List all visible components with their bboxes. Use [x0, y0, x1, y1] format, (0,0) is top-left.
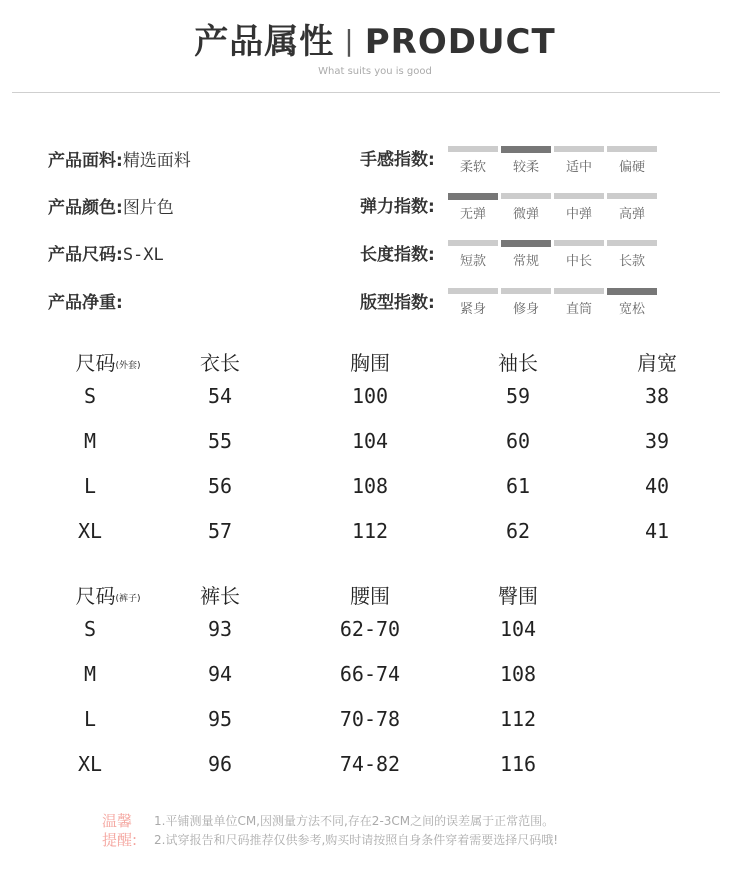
attr-weight: [48, 288, 123, 313]
scale-option: 无弹: [448, 193, 498, 223]
footer-note-2: 2.试穿报告和尺码推荐仅供参考,购买时请按照自身条件穿着需要选择尺码哦!: [154, 833, 559, 847]
scale-option: 直筒: [554, 288, 604, 318]
table-cell: 39: [644, 429, 670, 453]
table-cell: 100: [351, 384, 389, 408]
table-cell: 38: [644, 384, 670, 408]
table-cell: 104: [351, 429, 389, 453]
attr-size: [48, 240, 164, 265]
table-cell: M: [83, 662, 97, 686]
table-cell: 112: [351, 519, 389, 543]
table-cell: L: [83, 707, 97, 731]
attr-color: [48, 193, 174, 218]
table-cell: 62-70: [339, 617, 401, 641]
scale-option: 短款: [448, 240, 498, 270]
scale-option: 偏硬: [607, 146, 657, 176]
index-feel-label: 手感指数:: [360, 150, 435, 170]
footer-note-1: 1.平铺测量单位CM,因测量方法不同,存在2-3CM之间的误差属于正常范围。: [154, 814, 555, 828]
attr-color-value: 图片色: [122, 198, 174, 218]
table-header: 腰围: [350, 584, 390, 608]
table-cell: L: [83, 474, 97, 498]
table-cell: 116: [499, 752, 537, 776]
scale-option: 中弹: [554, 193, 604, 223]
scale-option: 长款: [607, 240, 657, 270]
table-cell: 74-82: [339, 752, 401, 776]
table-cell: 95: [207, 707, 233, 731]
attr-fabric-label: 产品面料:: [48, 151, 123, 171]
title-en: PRODUCT: [364, 22, 556, 62]
scale-option: 紧身: [448, 288, 498, 318]
index-fit-label: 版型指数:: [360, 293, 435, 313]
page-title: [0, 14, 750, 63]
attr-weight-label: 产品净重:: [48, 293, 123, 313]
attr-fabric: [48, 146, 191, 171]
table-cell: 96: [207, 752, 233, 776]
header-divider: [12, 92, 720, 93]
table-header-size: 尺码(外套): [75, 351, 141, 375]
table-header-size: 尺码(裤子): [75, 584, 141, 608]
page-subtitle: What suits you is good: [318, 66, 432, 77]
table-header: 裤长: [200, 584, 240, 608]
table-cell: 41: [644, 519, 670, 543]
attr-fabric-value: 精选面料: [122, 151, 191, 171]
table-cell: 61: [505, 474, 531, 498]
table-cell: 104: [499, 617, 537, 641]
title-cn: 产品属性: [194, 22, 335, 62]
index-elastic-label: 弹力指数:: [360, 197, 435, 217]
scale-option: 修身: [501, 288, 551, 318]
table-cell: XL: [77, 752, 103, 776]
index-feel-scale: [448, 146, 658, 176]
table-header: 臀围: [498, 584, 538, 608]
scale-option: 中长: [554, 240, 604, 270]
index-fit-scale: [448, 288, 658, 318]
table-header: 衣长: [200, 351, 240, 375]
index-length-scale: [448, 240, 658, 270]
table-header: 胸围: [350, 351, 390, 375]
table-cell: 57: [207, 519, 233, 543]
table-cell: 108: [499, 662, 537, 686]
table-cell: S: [83, 617, 97, 641]
table-cell: 70-78: [339, 707, 401, 731]
table-header: 肩宽: [637, 351, 677, 375]
scale-option: 常规: [501, 240, 551, 270]
table-cell: 93: [207, 617, 233, 641]
table-cell: 54: [207, 384, 233, 408]
footer-tag-line1: 温馨: [102, 812, 133, 830]
scale-option: 适中: [554, 146, 604, 176]
attr-size-value: S-XL: [122, 245, 164, 265]
table-cell: 55: [207, 429, 233, 453]
table-cell: 40: [644, 474, 670, 498]
index-length-label: 长度指数:: [360, 245, 435, 265]
table-cell: 59: [505, 384, 531, 408]
footer-tag-line2: 提醒:: [102, 831, 138, 849]
title-separator: |: [344, 24, 355, 57]
table-cell: 66-74: [339, 662, 401, 686]
table-cell: S: [83, 384, 97, 408]
table-cell: 112: [499, 707, 537, 731]
scale-option: 宽松: [607, 288, 657, 318]
table-cell: 60: [505, 429, 531, 453]
table-header: 袖长: [498, 351, 538, 375]
table-cell: M: [83, 429, 97, 453]
index-elastic-scale: [448, 193, 658, 223]
table-cell: XL: [77, 519, 103, 543]
table-cell: 62: [505, 519, 531, 543]
scale-option: 柔软: [448, 146, 498, 176]
attr-size-label: 产品尺码:: [48, 245, 123, 265]
scale-option: 高弹: [607, 193, 657, 223]
scale-option: 微弹: [501, 193, 551, 223]
table-cell: 94: [207, 662, 233, 686]
table-cell: 56: [207, 474, 233, 498]
scale-option: 较柔: [501, 146, 551, 176]
attr-color-label: 产品颜色:: [48, 198, 123, 218]
table-cell: 108: [351, 474, 389, 498]
